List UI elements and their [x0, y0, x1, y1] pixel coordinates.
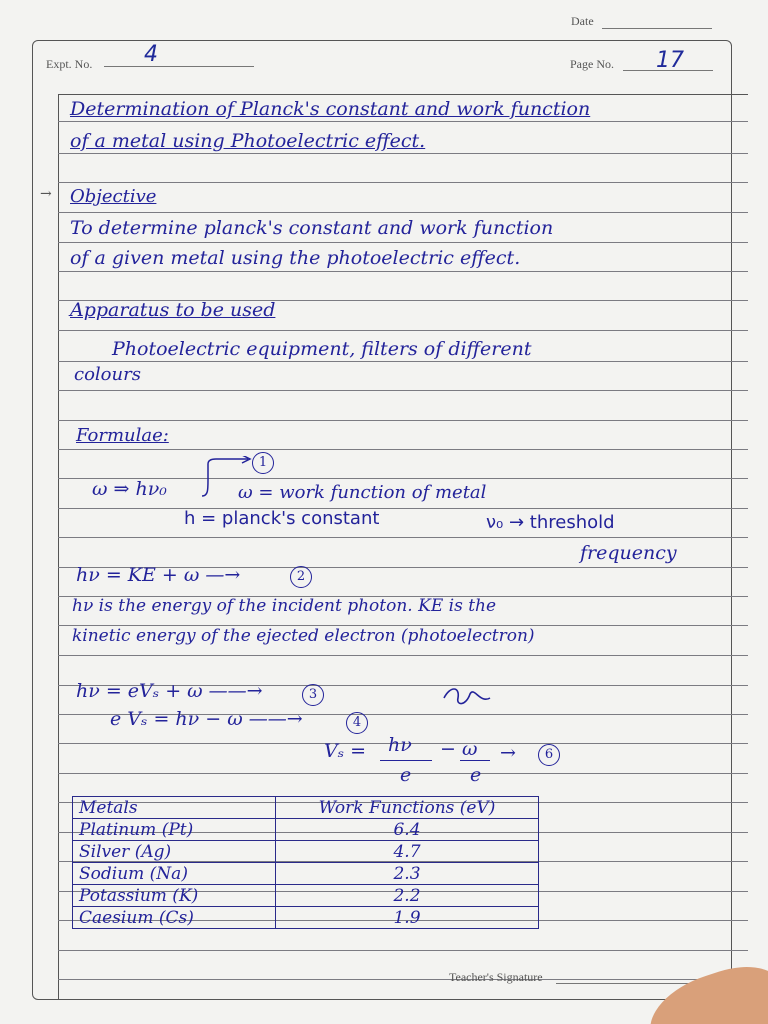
eq6-left: Vₛ =: [324, 740, 367, 762]
signature-line: [556, 983, 706, 984]
eq4: e Vₛ = hν − ω ——→: [110, 708, 303, 730]
eq6-numerator-1: hν: [388, 734, 412, 756]
metal-name: Platinum (Pt): [73, 819, 276, 841]
apparatus-line-1: Photoelectric equipment, filters of different: [112, 338, 532, 360]
expt-number: 4: [144, 42, 158, 67]
work-function-table: [72, 796, 539, 929]
scribble: [440, 684, 500, 710]
work-function-value: 4.7: [276, 841, 539, 863]
table-row: [73, 841, 539, 863]
eq6-denominator-2: e: [470, 764, 482, 786]
eq4-number: 4: [346, 712, 368, 734]
eq1-frequency: frequency: [580, 542, 677, 564]
rule: [58, 449, 748, 450]
eq2: hν = KE + ω —→: [76, 564, 241, 586]
rule: [58, 361, 748, 362]
eq1-definition: ω = work function of metal: [238, 482, 487, 503]
date-line: [602, 28, 712, 29]
eq1-nu0-definition: ν₀ → threshold: [486, 512, 615, 533]
eq6-arrow: →: [500, 742, 516, 764]
eq1-number: 1: [252, 452, 274, 474]
page-number: 17: [656, 48, 684, 73]
rule: [58, 537, 748, 538]
top-rule: [58, 94, 748, 95]
work-function-value: 1.9: [276, 907, 539, 929]
table-row: [73, 863, 539, 885]
table-header-row: [73, 797, 539, 819]
eq6-fraction-bar-1: [380, 760, 432, 761]
eq6-denominator-1: e: [400, 764, 412, 786]
rule: [58, 508, 748, 509]
formulae-heading: Formulae:: [76, 425, 169, 446]
eq1-left: ω ⇒ hν₀: [92, 478, 167, 500]
title-line-2: of a metal using Photoelectric effect.: [70, 130, 426, 152]
eq6-fraction-bar-2: [460, 760, 490, 761]
work-function-value: 2.3: [276, 863, 539, 885]
work-function-value: 2.2: [276, 885, 539, 907]
rule: [58, 390, 748, 391]
expt-line: [104, 66, 254, 67]
table-row: [73, 907, 539, 929]
rule: [58, 242, 748, 243]
rule: [58, 950, 748, 951]
apparatus-line-2: colours: [74, 364, 141, 385]
metal-name: Sodium (Na): [73, 863, 276, 885]
page-label: Page No.: [570, 57, 614, 71]
table-row: [73, 819, 539, 841]
eq2-explanation-1: hν is the energy of the incident photon. KE is the: [72, 596, 497, 616]
eq2-number: 2: [290, 566, 312, 588]
rule: [58, 420, 748, 421]
eq2-explanation-2: kinetic energy of the ejected electron (photoelectron): [72, 626, 535, 646]
eq1-h-definition: h = planck's constant: [184, 508, 380, 529]
table-header-metals: Metals: [73, 797, 276, 819]
objective-heading: Objective: [70, 186, 157, 207]
metal-name: Potassium (K): [73, 885, 276, 907]
objective-line-1: To determine planck's constant and work function: [70, 217, 554, 239]
work-function-value: 6.4: [276, 819, 539, 841]
arrow-marker: →: [40, 186, 52, 202]
apparatus-heading: Apparatus to be used: [70, 299, 276, 321]
metal-name: Caesium (Cs): [73, 907, 276, 929]
rule: [58, 121, 748, 122]
rule: [58, 153, 748, 154]
table-header-work-function: Work Functions (eV): [276, 797, 539, 819]
date-label: Date: [571, 14, 594, 28]
metal-name: Silver (Ag): [73, 841, 276, 863]
rule: [58, 330, 748, 331]
rule: [58, 271, 748, 272]
eq3: hν = eVₛ + ω ——→: [76, 680, 263, 702]
title-line-1: Determination of Planck's constant and work function: [70, 98, 591, 120]
teacher-signature-label: Teacher's Signature: [449, 970, 543, 984]
rule: [58, 655, 748, 656]
table-row: [73, 885, 539, 907]
objective-line-2: of a given metal using the photoelectric effect.: [70, 247, 521, 269]
expt-label: Expt. No.: [46, 57, 93, 71]
rule: [58, 182, 748, 183]
eq3-number: 3: [302, 684, 324, 706]
eq6-minus-omega: − ω: [440, 738, 478, 760]
rule: [58, 212, 748, 213]
rule: [58, 979, 748, 980]
eq6-number: 6: [538, 744, 560, 766]
margin-line: [58, 94, 59, 999]
